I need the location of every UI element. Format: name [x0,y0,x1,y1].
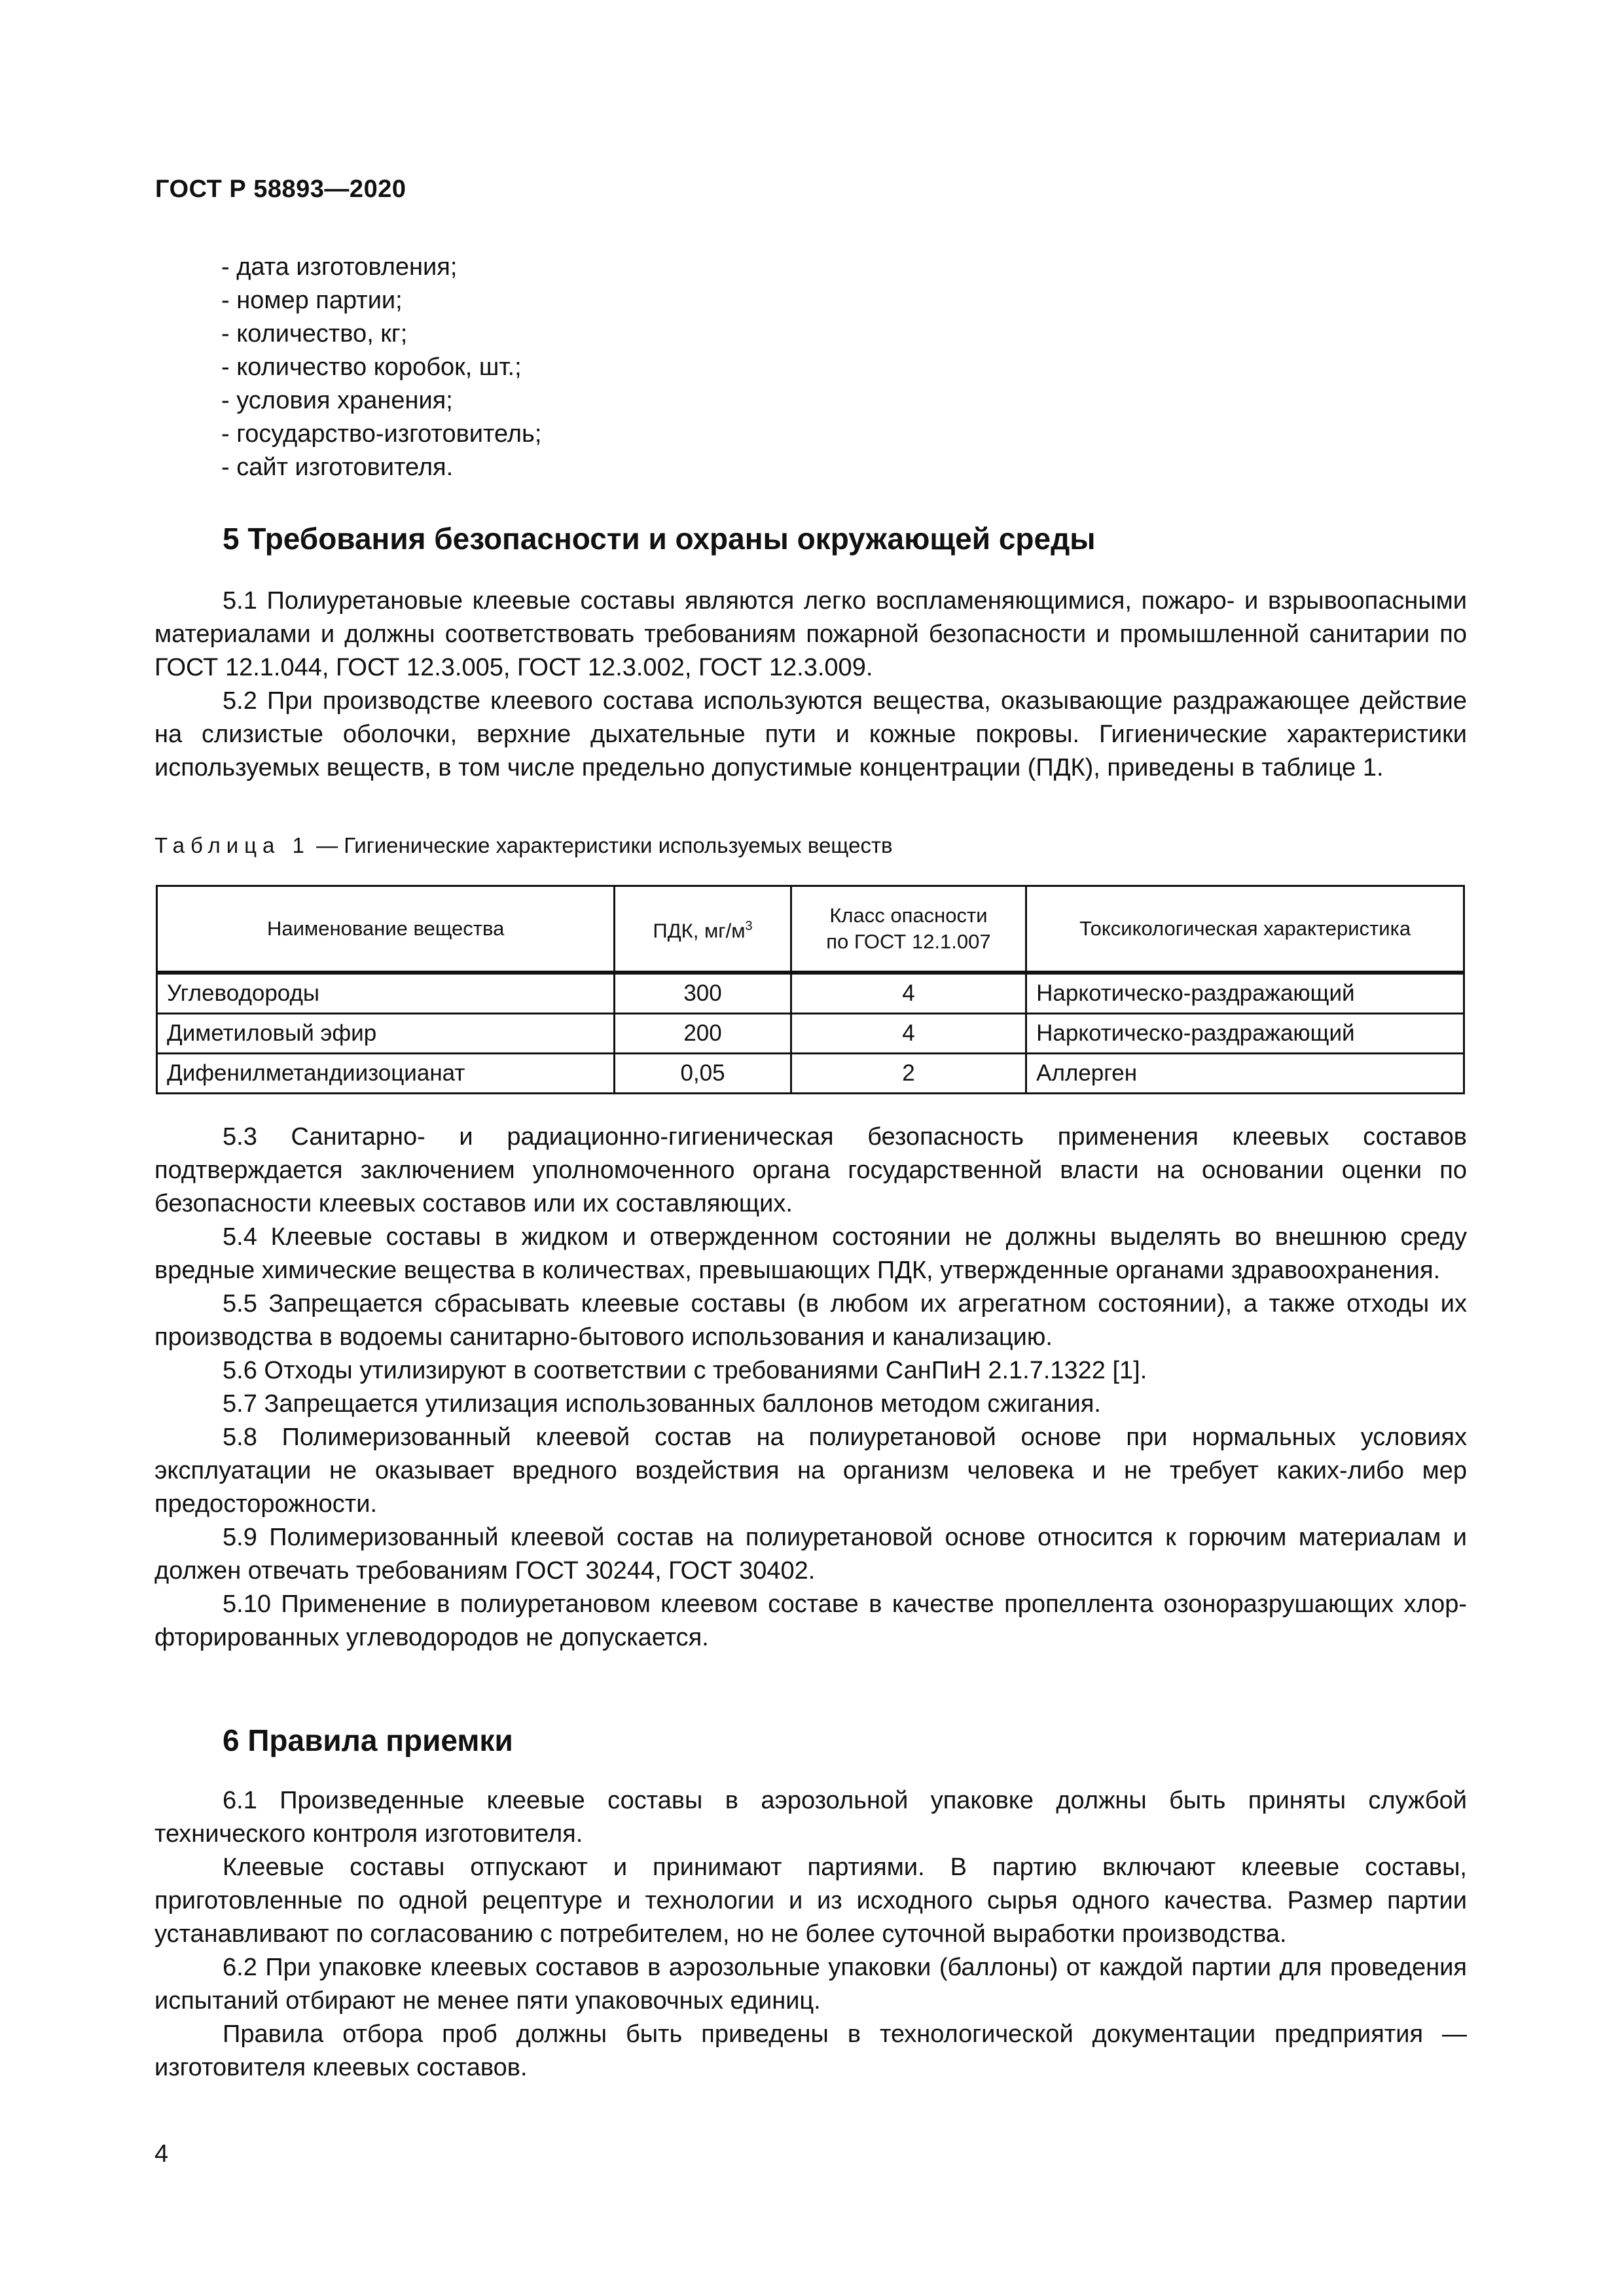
table-header-row [157,886,1464,973]
list-item: - условия хранения; [221,387,453,414]
list-item: - количество, кг; [221,320,408,348]
section-5-paragraphs-a [154,584,1467,785]
table-1-caption [154,833,893,858]
paragraph-5-5: 5.5 Запрещается сбрасывать клеевые составы (в любом их агрегатном состоянии), а также отходы их производства в водоемы санитарно-бытового использования и канализацию. [154,1290,1467,1351]
header-substance-name: Наименование вещества [157,886,615,973]
cell-pdk: 0,05 [615,1054,791,1094]
table-row [157,1014,1464,1054]
cell-hazard-class: 4 [791,973,1026,1014]
table-caption-label: Таблица 1 [154,833,310,857]
table-row [157,973,1464,1014]
paragraph-6-2: 6.2 При упаковке клеевых составов в аэрозольные упаковки (баллоны) от каждой партии для проведения испытаний отбирают не менее пяти упаковочных единиц. [154,1954,1467,2015]
section-6-paragraphs [154,1784,1467,2085]
cell-toxicological: Наркотическо-раздражающий [1026,1014,1464,1054]
list-item: - сайт изготовителя. [221,454,454,481]
paragraph-6-1: 6.1 Произведенные клеевые составы в аэрозольной упаковке должны быть приняты службой технического контроля изготовителя. [154,1787,1467,1848]
paragraph-5-6: 5.6 Отходы утилизируют в соответствии с требованиями СанПиН 2.1.7.1322 [1]. [223,1357,1147,1384]
cell-pdk: 300 [615,973,791,1014]
paragraph-6-2-cont: Правила отбора проб должны быть приведены в технологической документации предприятия — изготовителя клеевых составов. [154,2020,1467,2081]
cell-toxicological: Наркотическо-раздражающий [1026,973,1464,1014]
paragraph-5-3: 5.3 Санитарно- и радиационно-гигиеническая безопасность применения клеевых составов подтверждается заключением уполномоченного органа государственной власти на основании оценки по безопасности клеевых составов или их составляющих. [154,1123,1467,1217]
table-row [157,1054,1464,1094]
hygienic-characteristics-table [156,885,1465,1094]
cell-hazard-class: 4 [791,1014,1026,1054]
paragraph-6-1-cont: Клеевые составы отпускают и принимают партиями. В партию включают клеевые составы, приготовленные по одной рецептуре и технологии и из исходного сырья одного качества. Размер партии устанавливают по согласованию с потребителем, но не более суточной выработки производства. [154,1854,1467,1948]
section-6-heading: 6 Правила приемки [223,1723,513,1757]
cell-hazard-class: 2 [791,1054,1026,1094]
marking-list [221,251,541,484]
section-5-heading: 5 Требования безопасности и охраны окружающей среды [223,522,1096,556]
paragraph-5-8: 5.8 Полимеризованный клеевой состав на полиуретановой основе при нормальных условиях эксплуатации не оказывает вредного воздействия на организм человека и не требует каких-либо мер предосторожности. [154,1424,1467,1518]
header-toxicological: Токсикологическая характеристика [1026,886,1464,973]
list-item: - дата изготовления; [221,253,458,281]
cell-toxicological: Аллерген [1026,1054,1464,1094]
cell-pdk: 200 [615,1014,791,1054]
paragraph-5-1: 5.1 Полиуретановые клеевые составы являются легко воспламеняющимися, пожаро- и взрывоопасными материалами и должны соответствовать требованиям пожарной безопасности и промышленной санитарии по ГОСТ 12.1.044, ГОСТ 12.3.005, ГОСТ 12.3.002, ГОСТ 12.3.009. [154,587,1467,681]
paragraph-5-7: 5.7 Запрещается утилизация использованных баллонов методом сжигания. [223,1390,1101,1418]
cell-substance: Углеводороды [157,973,615,1014]
header-pdk: ПДК, $мг/м^3$ [615,886,791,973]
page-number: 4 [154,2140,169,2168]
cell-substance: Дифенилметандиизоцианат [157,1054,615,1094]
table-caption-text: — Гигиенические характеристики используемых веществ [310,833,893,857]
list-item: - государство-изготовитель; [221,420,542,448]
cell-substance: Диметиловый эфир [157,1014,615,1054]
paragraph-5-2: 5.2 При производстве клеевого состава используются вещества, оказывающие раздражающее действие на слизистые оболочки, верхние дыхательные пути и кожные покровы. Гигиенические характеристики используемых веществ, в том числе предельно допустимые концентрации (ПДК), приведены в таблице 1. [154,687,1467,781]
header-hazard-class: Класс опасности по ГОСТ 12.1.007 [791,886,1026,973]
paragraph-5-10: 5.10 Применение в полиуретановом клеевом составе в качестве пропеллента озоноразрушающих хлор-фторированных углеводородов не допускается. [154,1590,1467,1651]
paragraph-5-4: 5.4 Клеевые составы в жидком и отвержденном состоянии не должны выделять во внешнюю среду вредные химические вещества в количествах, превышающих ПДК, утвержденные органами здравоохранения. [154,1223,1467,1284]
document-code: ГОСТ Р 58893—2020 [155,175,406,203]
list-item: - количество коробок, шт.; [221,353,522,381]
paragraph-5-9: 5.9 Полимеризованный клеевой состав на полиуретановой основе относится к горючим материалам и должен отвечать требованиям ГОСТ 30244, ГОСТ 30402. [154,1524,1467,1585]
section-5-paragraphs-b [154,1121,1467,1655]
list-item: - номер партии; [221,287,403,314]
